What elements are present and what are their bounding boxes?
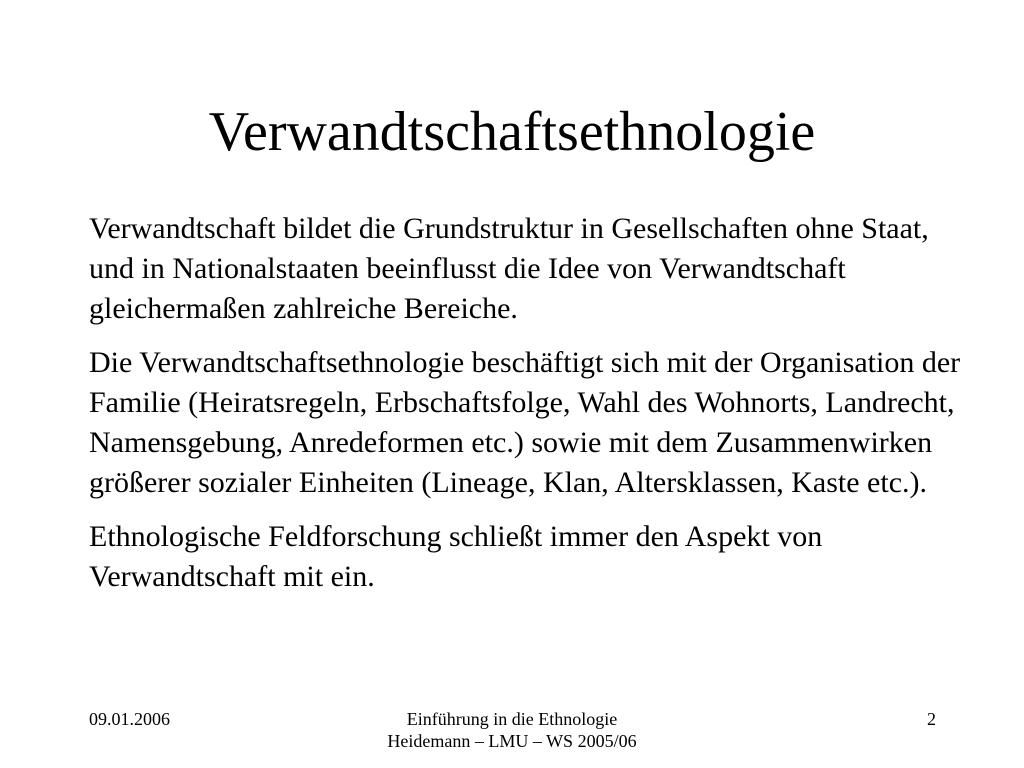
footer-date: 09.01.2006 <box>89 709 170 729</box>
paragraph-kinship-ethnology: Die Verwandtschaftsethnologie beschäftigt sich mit der Organisation der Familie (Heiratsregeln, Erbschaftsfolge, Wahl des Wohnorts, Landrecht, Namensgebung, Anredeformen etc.) sowie mit dem Zusammenwirken größerer sozialer Einheiten (Lineage, Klan, Altersklassen, Kaste etc.). <box>89 346 961 499</box>
footer-course-lecturer: Heidemann – LMU – WS 2005/06 <box>387 731 637 751</box>
slide-title: Verwandtschaftsethnologie <box>208 101 816 163</box>
paragraph-fieldwork: Ethnologische Feldforschung schließt immer den Aspekt von Verwandtschaft mit ein. <box>89 520 823 593</box>
paragraph-kinship-structure: Verwandtschaft bildet die Grundstruktur in Gesellschaften ohne Staat, und in Nationalstaaten beeinflusst die Idee von Verwandtschaft gleichermaßen zahlreiche Bereiche. <box>89 212 929 325</box>
footer-page-number: 2 <box>927 709 936 729</box>
footer-course-info <box>312 708 712 752</box>
slide-body <box>89 209 969 611</box>
footer-course-title: Einführung in die Ethnologie <box>406 709 618 729</box>
